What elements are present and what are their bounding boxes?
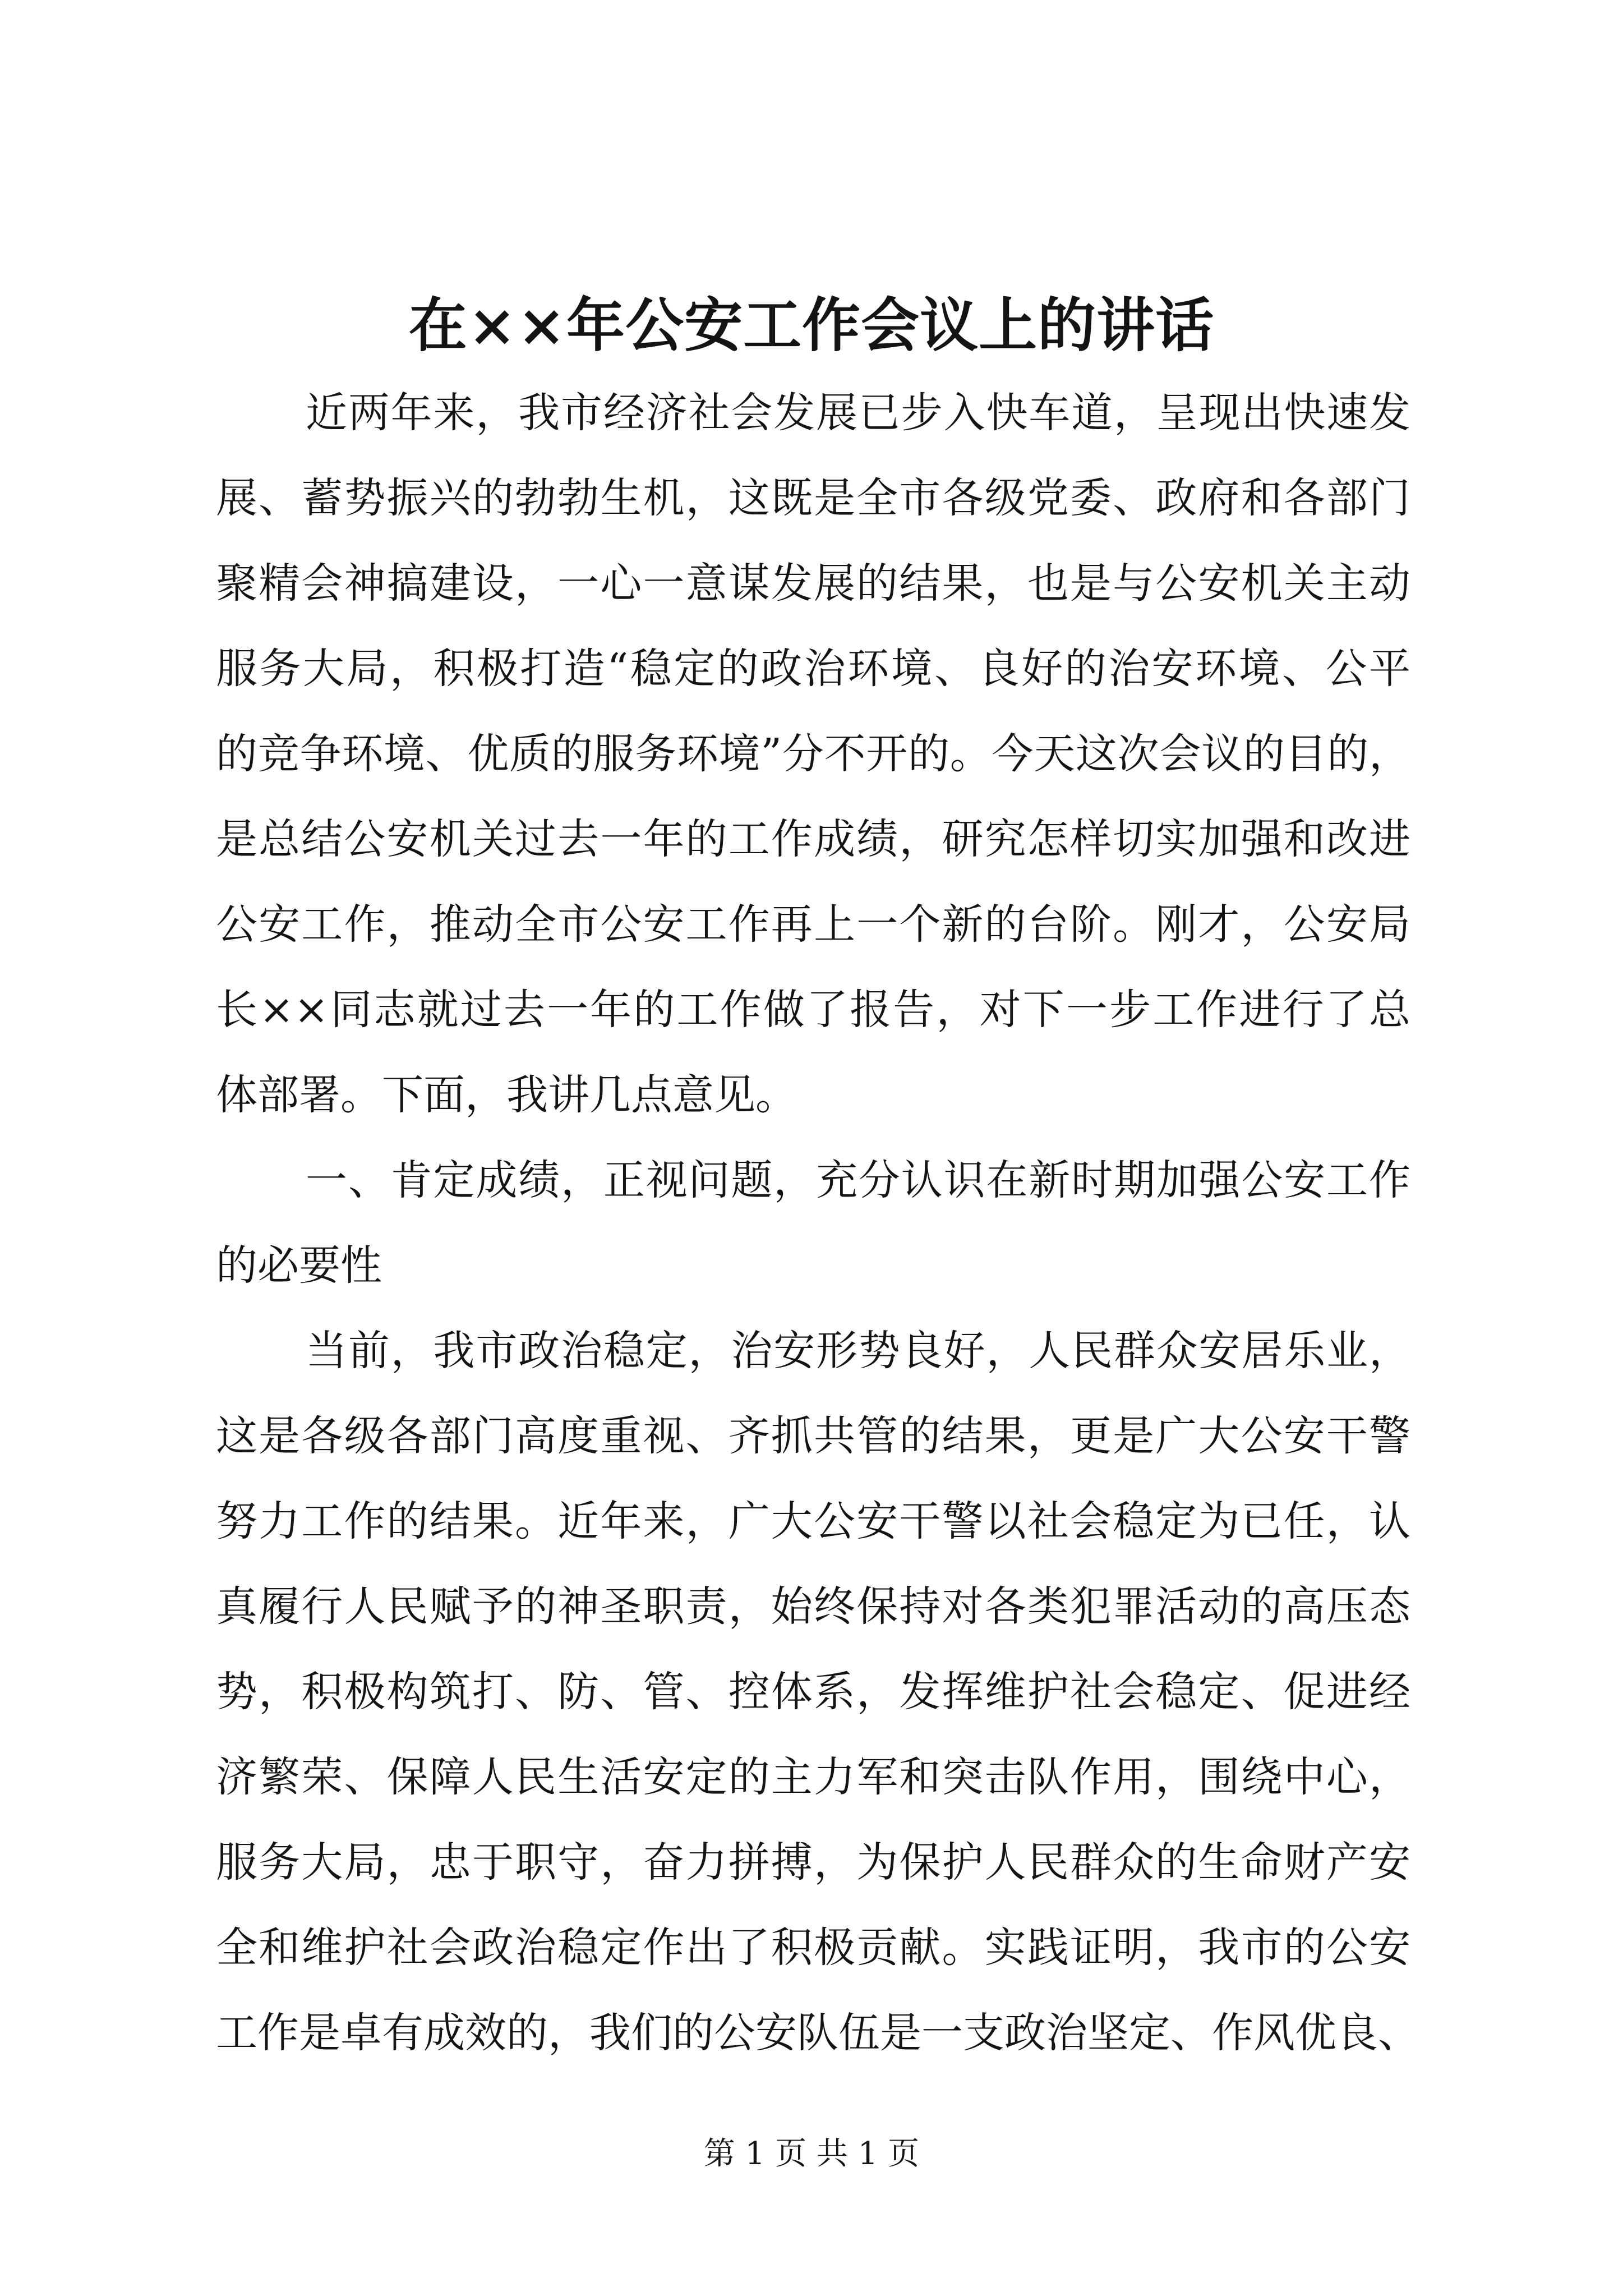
body-line: 展、蓄势振兴的勃勃生机，这既是全市各级党委、政府和各部门 — [216, 474, 1410, 522]
body-line: 体部署。下面，我讲几点意见。 — [216, 1071, 797, 1119]
body-line: 势，积极构筑打、防、管、控体系，发挥维护社会稳定、促进经 — [216, 1668, 1410, 1716]
body-line: 全和维护社会政治稳定作出了积极贡献。实践证明，我市的公安 — [216, 1924, 1410, 1972]
body-line: 努力工作的结果。近年来，广大公安干警以社会稳定为已任，认 — [216, 1497, 1410, 1545]
body-line: 是总结公安机关过去一年的工作成绩，研究怎样切实加强和改进 — [216, 815, 1410, 863]
document-body — [216, 370, 1419, 2076]
body-line: 真履行人民赋予的神圣职责，始终保持对各类犯罪活动的高压态 — [216, 1582, 1410, 1631]
body-line: 济繁荣、保障人民生活安定的主力军和突击队作用，围绕中心， — [216, 1753, 1410, 1801]
section-heading-line: 一、肯定成绩，正视问题，充分认识在新时期加强公安工作 — [306, 1156, 1410, 1204]
body-line: 的竞争环境、优质的服务环境”分不开的。今天这次会议的目的， — [216, 730, 1410, 778]
body-line: 这是各级各部门高度重视、齐抓共管的结果，更是广大公安干警 — [216, 1412, 1410, 1460]
body-line: 服务大局，积极打造“稳定的政治环境、良好的治安环境、公平 — [216, 645, 1410, 693]
section-heading-line: 的必要性 — [216, 1241, 382, 1290]
body-line: 公安工作，推动全市公安工作再上一个新的台阶。刚才，公安局 — [216, 900, 1410, 949]
document-title: 在××年公安工作会议上的讲话 — [408, 291, 1215, 360]
body-line: 近两年来，我市经济社会发展已步入快车道，呈现出快速发 — [306, 389, 1410, 437]
body-line: 聚精会神搞建设，一心一意谋发展的结果，也是与公安机关主动 — [216, 559, 1410, 608]
page-footer: 第 1 页 共 1 页 — [703, 2136, 920, 2172]
body-line: 长××同志就过去一年的工作做了报告，对下一步工作进行了总 — [216, 986, 1410, 1034]
body-line: 当前，我市政治稳定，治安形势良好，人民群众安居乐业， — [306, 1327, 1410, 1375]
body-line: 服务大局，忠于职守，奋力拼搏，为保护人民群众的生命财产安 — [216, 1838, 1410, 1887]
body-line: 工作是卓有成效的，我们的公安队伍是一支政治坚定、作风优良、 — [216, 2009, 1419, 2057]
